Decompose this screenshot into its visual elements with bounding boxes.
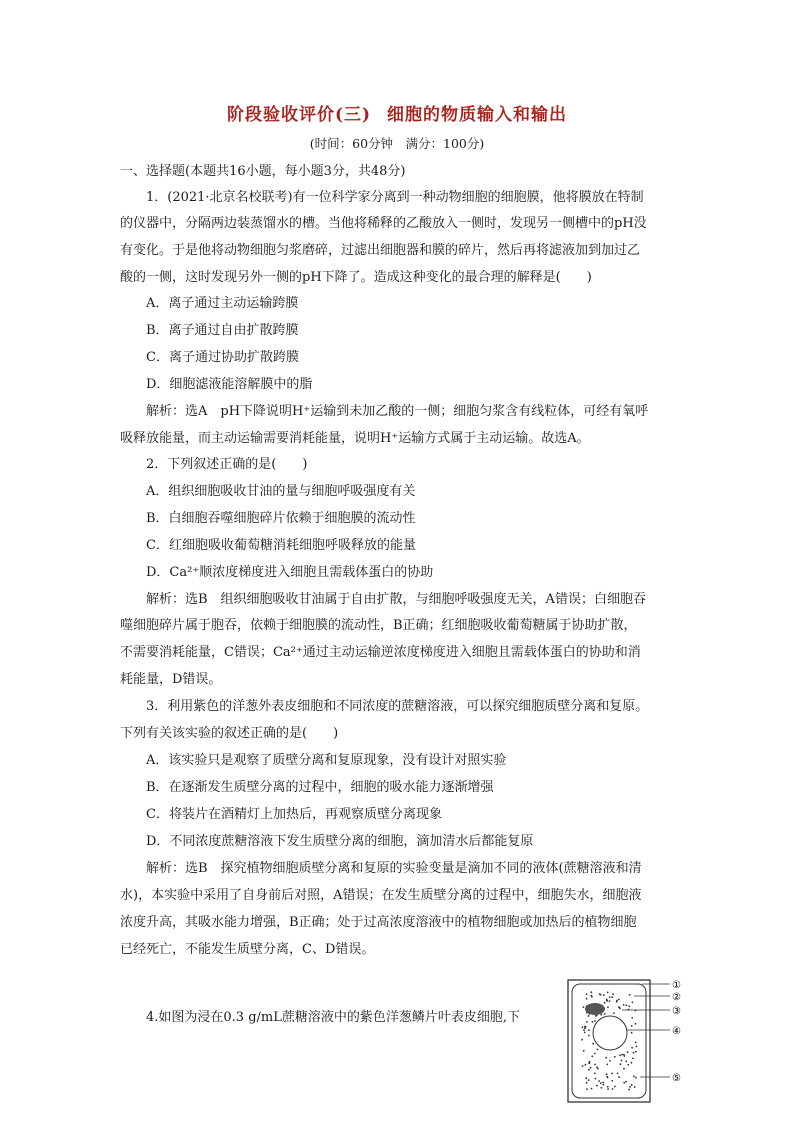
cytoplasm-dot <box>606 1000 608 1002</box>
question-1-line: 有变化。于是他将动物细胞匀浆磨碎，过滤出细胞器和膜的碎片，然后再将滤液加到加过乙 <box>120 243 641 258</box>
cytoplasm-dot <box>588 1069 590 1071</box>
cytoplasm-dot <box>629 1086 631 1088</box>
question-2-option-a: A．组织细胞吸收甘油的量与细胞呼吸强度有关 <box>146 484 416 499</box>
cytoplasm-dot <box>632 1058 634 1060</box>
plant-cell-figure <box>562 976 686 1106</box>
question-2-option-c: C．红细胞吸收葡萄糖消耗细胞呼吸释放的能量 <box>146 538 416 553</box>
cytoplasm-dot <box>623 1004 625 1006</box>
cytoplasm-dot <box>607 992 609 994</box>
cytoplasm-dot <box>635 1023 637 1025</box>
cytoplasm-dot <box>591 1056 593 1058</box>
question-1-option-d: D．细胞滤液能溶解膜中的脂 <box>146 377 313 392</box>
cytoplasm-dot <box>631 1062 633 1064</box>
cytoplasm-dot <box>631 1047 633 1049</box>
nucleus-shape <box>585 1003 605 1015</box>
cytoplasm-dot <box>609 1060 611 1062</box>
question-2-analysis: 噬细胞碎片属于胞吞，依赖于细胞膜的流动性，B正确；红细胞吸收葡萄糖属于协助扩散， <box>120 618 637 633</box>
figure-label-3: ③ <box>672 1006 681 1017</box>
cytoplasm-dot <box>631 1084 633 1086</box>
cytoplasm-dot <box>611 1073 613 1075</box>
question-2-analysis: 解析：选B 组织细胞吸收甘油属于自由扩散，与细胞呼吸强度无关，A错误；白细胞吞 <box>146 592 646 607</box>
cytoplasm-dot <box>586 993 588 995</box>
cytoplasm-dot <box>591 995 593 997</box>
question-1-option-a: A．离子通过主动运输跨膜 <box>146 296 299 311</box>
question-3-analysis: 解析：选B 探究植物细胞质壁分离和复原的实验变量是滴加不同的液体(蔗糖溶液和清 <box>146 861 642 876</box>
cytoplasm-dot <box>636 1046 638 1048</box>
question-1-option-b: B．离子通过自由扩散跨膜 <box>146 323 299 338</box>
cytoplasm-dot <box>612 994 614 996</box>
cytoplasm-dot <box>582 1065 584 1067</box>
question-3-stem: 下列有关该实验的叙述正确的是( ) <box>120 726 339 741</box>
cytoplasm-dot <box>616 1001 618 1003</box>
question-1-analysis: 吸释放能量，而主动运输需要消耗能量，说明H⁺运输方式属于主动运输。故选A。 <box>120 431 590 446</box>
question-3-option-d: D．不同浓度蔗糖溶液下发生质壁分离的细胞，滴加清水后都能复原 <box>146 834 534 849</box>
title-part1: 阶段验收评价(三) <box>226 105 372 125</box>
cytoplasm-dot <box>592 1043 594 1045</box>
question-3-analysis: 已经死亡，不能发生质壁分离，C、D错误。 <box>120 942 375 957</box>
question-1-option-c: C．离子通过协助扩散跨膜 <box>146 350 299 365</box>
cytoplasm-dot <box>583 1006 585 1008</box>
cytoplasm-dot <box>588 1035 590 1037</box>
cytoplasm-dot <box>600 1082 602 1084</box>
cytoplasm-dot <box>633 1052 635 1054</box>
cytoplasm-dot <box>607 1006 609 1008</box>
cytoplasm-dot <box>586 1082 588 1084</box>
cytoplasm-dot <box>606 1064 608 1066</box>
question-3-option-b: B．在逐渐发生质壁分离的过程中，细胞的吸水能力逐渐增强 <box>146 780 494 795</box>
cytoplasm-dot <box>631 1017 633 1019</box>
cytoplasm-dot <box>614 1086 616 1088</box>
cytoplasm-dot <box>594 1073 596 1075</box>
cytoplasm-dot <box>609 996 611 998</box>
cytoplasm-dot <box>619 1008 621 1010</box>
cytoplasm-dot <box>591 991 593 993</box>
section-heading: 一、选择题(本题共16小题，每小题3分，共48分) <box>120 164 406 179</box>
vacuole <box>593 1016 627 1050</box>
cytoplasm-dot <box>600 1014 602 1016</box>
cytoplasm-dot <box>595 1078 597 1080</box>
cytoplasm-dot <box>628 1005 630 1007</box>
figure-label-1: ① <box>672 980 681 991</box>
question-2-option-d: D．Ca²⁺顺浓度梯度进入细胞且需载体蛋白的协助 <box>146 565 434 580</box>
cytoplasm-dot <box>594 1020 596 1022</box>
question-1-analysis: 解析：选A pH下降说明H⁺运输到未加乙酸的一侧；细胞匀浆含有线粒体，可经有氧呼 <box>146 404 649 419</box>
cytoplasm-dot <box>628 1089 630 1091</box>
cytoplasm-dot <box>588 1079 590 1081</box>
cytoplasm-dot <box>583 1050 585 1052</box>
cytoplasm-dot <box>600 994 602 996</box>
cytoplasm-dot <box>625 1081 627 1083</box>
cytoplasm-dot <box>585 1064 587 1066</box>
cytoplasm-dot <box>611 996 613 998</box>
cytoplasm-dot <box>612 1088 614 1090</box>
cytoplasm-dot <box>604 1002 606 1004</box>
cytoplasm-dot <box>607 1086 609 1088</box>
question-3-analysis: 浓度升高，其吸水能力增强，B正确；处于过高浓度溶液中的植物细胞或加热后的植物细胞 <box>120 915 637 930</box>
question-3-analysis: 水)，本实验中采用了自身前后对照，A错误；在发生质壁分离的过程中，细胞失水，细胞液 <box>120 888 642 903</box>
cytoplasm-dot <box>618 999 620 1001</box>
cytoplasm-dot <box>584 1026 586 1028</box>
question-3-stem: 3．利用紫色的洋葱外表皮细胞和不同浓度的蔗糖溶液，可以探究细胞质壁分离和复原。 <box>146 699 649 714</box>
cytoplasm-dot <box>631 1032 633 1034</box>
cytoplasm-dot <box>601 1087 603 1089</box>
cytoplasm-dot <box>606 1076 608 1078</box>
cytoplasm-dot <box>606 1073 608 1075</box>
cytoplasm-dot <box>620 1063 622 1065</box>
title-part2: 细胞的物质输入和输出 <box>387 105 568 125</box>
cytoplasm-dot <box>596 1066 598 1068</box>
cytoplasm-dot <box>594 1053 596 1055</box>
cytoplasm-dot <box>627 1051 629 1053</box>
cytoplasm-dot <box>590 1067 592 1069</box>
cytoplasm-dot <box>623 1068 625 1070</box>
cytoplasm-dot <box>603 1084 605 1086</box>
cytoplasm-dot <box>613 1012 615 1014</box>
cytoplasm-dot <box>597 1049 599 1051</box>
cytoplasm-dot <box>589 1061 591 1063</box>
question-2-option-b: B．白细胞吞噬细胞碎片依赖于细胞膜的流动性 <box>146 511 416 526</box>
cytoplasm-dot <box>596 1085 598 1087</box>
cytoplasm-dot <box>631 1025 633 1027</box>
question-3-option-c: C．将装片在酒精灯上加热后，再观察质壁分离现象 <box>146 807 442 822</box>
cytoplasm-dot <box>585 1077 587 1079</box>
cytoplasm-dot <box>632 1001 634 1003</box>
question-1-line: 的仪器中，分隔两边装蒸馏水的槽。当他将稀释的乙酸放入一侧时，发现另一侧槽中的pH没 <box>120 216 647 231</box>
cytoplasm-dot <box>621 1054 623 1056</box>
question-1-line: 酸的一侧，这时发现另外一侧的pH下降了。造成这种变化的最合理的解释是( ) <box>120 270 592 285</box>
page-title <box>0 100 794 125</box>
cytoplasm-dot <box>602 1082 604 1084</box>
cytoplasm-dot <box>605 1057 607 1059</box>
cytoplasm-dot <box>627 1064 629 1066</box>
cytoplasm-dot <box>618 1076 620 1078</box>
cytoplasm-dot <box>583 1029 585 1031</box>
cytoplasm-dot <box>607 1088 609 1090</box>
cytoplasm-dot <box>592 1021 594 1023</box>
cytoplasm-dot <box>609 1000 611 1002</box>
cytoplasm-dot <box>635 1051 637 1053</box>
cytoplasm-dot <box>586 1021 588 1023</box>
exam-time-info: (时间：60分钟 满分：100分) <box>309 136 485 151</box>
cytoplasm-dot <box>625 1061 627 1063</box>
question-2-analysis: 耗能量，D错误。 <box>120 672 222 687</box>
cytoplasm-dot <box>625 1005 627 1007</box>
cytoplasm-dot <box>588 1029 590 1031</box>
cytoplasm-dot <box>617 1072 619 1074</box>
cytoplasm-dot <box>586 998 588 1000</box>
question-2-stem: 2．下列叙述正确的是( ) <box>146 457 308 472</box>
cytoplasm-dot <box>635 1077 637 1079</box>
cytoplasm-dot <box>623 1054 625 1056</box>
cytoplasm-dot <box>591 1088 593 1090</box>
question-2-analysis: 不需要消耗能量，C错误；Ca²⁺通过主动运输逆浓度梯度进入细胞且需载体蛋白的协助和消 <box>120 645 641 660</box>
cytoplasm-dot <box>594 1064 596 1066</box>
question-1-line: 1．(2021·北京名校联考)有一位科学家分离到一种动物细胞的细胞膜，他将膜放在特制 <box>146 190 644 205</box>
cytoplasm-dot <box>584 1032 586 1034</box>
cytoplasm-dot <box>635 1042 637 1044</box>
cytoplasm-dot <box>604 1013 606 1015</box>
cytoplasm-dot <box>633 1075 635 1077</box>
figure-label-2: ② <box>672 992 681 1003</box>
cytoplasm-dot <box>611 1080 613 1082</box>
question-3-option-a: A．该实验只是观察了质壁分离和复原现象，没有设计对照实验 <box>146 753 507 768</box>
figure-label-4: ④ <box>672 1026 681 1037</box>
cytoplasm-dot <box>581 1039 583 1041</box>
cytoplasm-dot <box>623 1082 625 1084</box>
cytoplasm-dot <box>586 1088 588 1090</box>
question-4-stem: 4.如图为浸在0.3 g/mL蔗糖溶液中的紫色洋葱鳞片叶表皮细胞,下 <box>146 1010 521 1025</box>
cytoplasm-dot <box>621 1060 623 1062</box>
cytoplasm-dot <box>634 1086 636 1088</box>
cytoplasm-dot <box>603 994 605 996</box>
cytoplasm-dot <box>595 1015 597 1017</box>
cytoplasm-dot <box>582 1026 584 1028</box>
figure-label-5: ⑤ <box>672 1073 681 1084</box>
cytoplasm-dot <box>629 994 631 996</box>
cytoplasm-dot <box>614 1056 616 1058</box>
cytoplasm-dot <box>619 1055 621 1057</box>
cytoplasm-dot <box>598 1080 600 1082</box>
cytoplasm-dot <box>584 1027 586 1029</box>
cytoplasm-dot <box>588 1015 590 1017</box>
